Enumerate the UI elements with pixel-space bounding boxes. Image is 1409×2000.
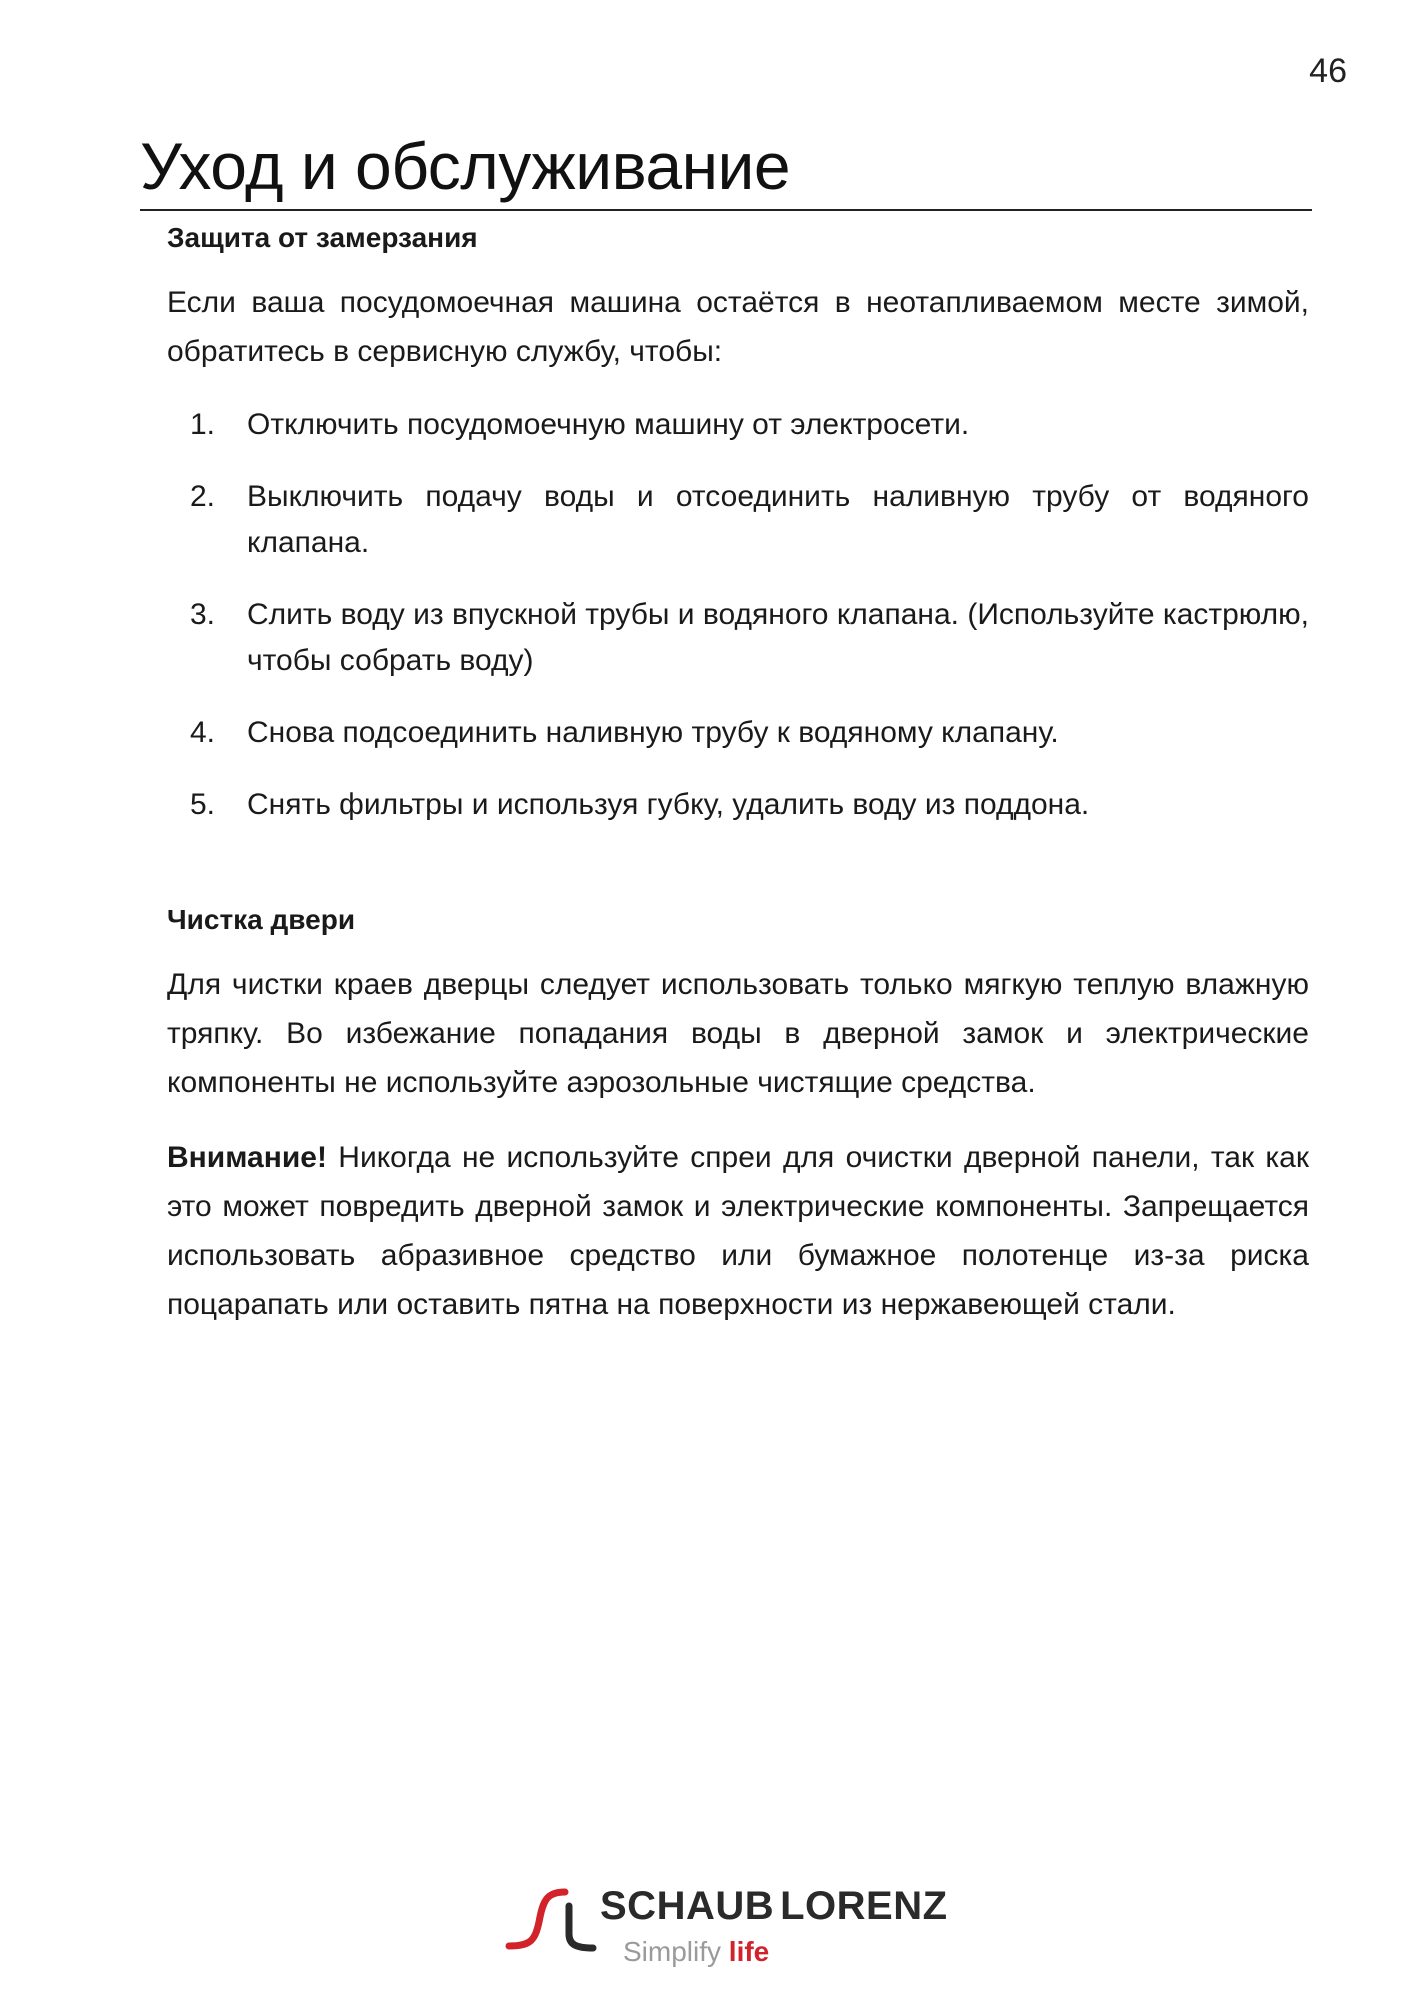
tagline-text: Simplify	[623, 1936, 722, 1967]
list-item	[167, 782, 1309, 828]
step-number: 3.	[190, 598, 216, 631]
list-item	[167, 402, 1309, 448]
page-title: Уход и обслуживание	[140, 129, 791, 203]
section-heading-door-cleaning: Чистка двери	[167, 904, 356, 935]
step-text: Выключить подачу воды и отсоединить наливную трубу от водяного клапана.	[247, 480, 1309, 559]
freeze-intro-paragraph: Если ваша посудомоечная машина остаётся в неотапливаемом месте зимой, обратитесь в сервисную службу, чтобы:	[167, 286, 1309, 368]
door-cleaning-paragraph: Для чистки краев дверцы следует использовать только мягкую теплую влажную тряпку. Во избежание попадания воды в дверной замок и электрические компоненты не используйте аэрозольные чистящие средства.	[167, 968, 1309, 1099]
warning-paragraph	[167, 1133, 1309, 1329]
step-text: Отключить посудомоечную машину от электросети.	[247, 408, 970, 441]
step-number: 5.	[190, 788, 216, 821]
section-spacer	[167, 854, 1309, 900]
step-number: 4.	[190, 716, 216, 749]
page-number: 46	[1309, 52, 1347, 90]
list-item	[167, 710, 1309, 756]
brand-tagline	[623, 1936, 769, 1968]
warning-label: Внимание!	[167, 1141, 327, 1174]
step-number: 1.	[190, 408, 216, 441]
step-text: Снять фильтры и используя губку, удалить воду из поддона.	[247, 788, 1090, 821]
title-divider	[140, 209, 1312, 211]
brand-logo	[505, 1878, 948, 1978]
list-item	[167, 592, 1309, 684]
warning-text: Никогда не используйте спреи для очистки дверной панели, так как это может повредить дверной замок и электрические компоненты. Запрещается использовать абразивное средство или бумажное полотенце из-за риска поцарапать или оставить пятна на поверхности из нержавеющей стали.	[167, 1141, 1309, 1321]
step-text: Слить воду из впускной трубы и водяного клапана. (Используйте кастрюлю, чтобы собрать воду)	[247, 598, 1309, 677]
sl-swoosh-icon	[505, 1882, 600, 1962]
step-number: 2.	[190, 480, 216, 513]
tagline-accent: life	[728, 1936, 770, 1967]
freeze-steps-list	[167, 402, 1309, 828]
brand-name	[600, 1884, 948, 1929]
brand-name-second: LORENZ	[780, 1884, 948, 1928]
section-heading-freeze-protection: Защита от замерзания	[167, 222, 478, 253]
list-item	[167, 474, 1309, 566]
step-text: Снова подсоединить наливную трубу к водяному клапану.	[247, 716, 1059, 749]
page-content	[167, 218, 1309, 1355]
brand-name-first: SCHAUB	[600, 1884, 775, 1928]
